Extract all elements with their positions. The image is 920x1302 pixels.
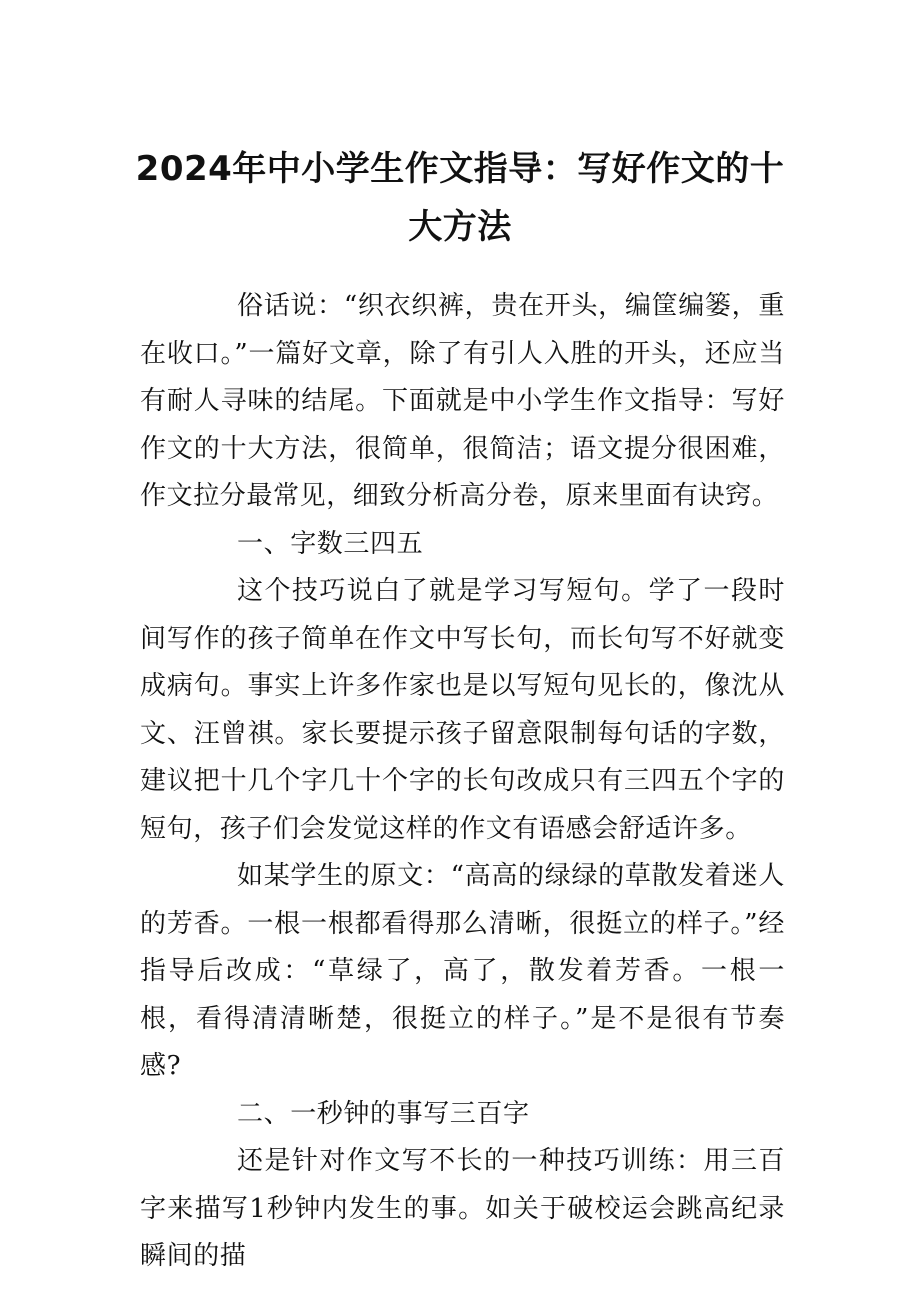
paragraph-section-2: 还是针对作文写不长的一种技巧训练：用三百字来描写1秒钟内发生的事。如关于破校运会跳高纪录瞬间的描 bbox=[140, 1146, 785, 1271]
paragraph-intro: 俗话说：“织衣织裤，贵在开头，编筐编篓，重在收口。”一篇好文章，除了有引人入胜的开头，还应当有耐人寻味的结尾。下面就是中小学生作文指导：写好作文的十大方法，很简单，很简洁；语文提分很困难，作文拉分最常见，细致分析高分卷，原来里面有诀窍。 bbox=[140, 291, 785, 511]
section-heading-2: 二、一秒钟的事写三百字 bbox=[237, 1098, 530, 1129]
paragraph-example: 如某学生的原文：“高高的绿绿的草散发着迷人的芳香。一根一根都看得那么清晰，很挺立的样子。”经指导后改成：“草绿了，高了，散发着芳香。一根一根，看得清清晰楚，很挺立的样子。”是不是很有节奏感? bbox=[140, 861, 785, 1081]
paragraph-section-1: 这个技巧说白了就是学习写短句。学了一段时间写作的孩子简单在作文中写长句，而长句写不好就变成病句。事实上许多作家也是以写短句见长的，像沈从文、汪曾祺。家长要提示孩子留意限制每句话的字数，建议把十几个字几十个字的长句改成只有三四五个字的短句，孩子们会发觉这样的作文有语感会舒适许多。 bbox=[140, 576, 785, 844]
document-body bbox=[140, 283, 785, 1281]
document-title: 2024年中小学生作文指导：写好作文的十大方法 bbox=[135, 149, 785, 247]
section-heading-1: 一、字数三四五 bbox=[237, 528, 424, 559]
